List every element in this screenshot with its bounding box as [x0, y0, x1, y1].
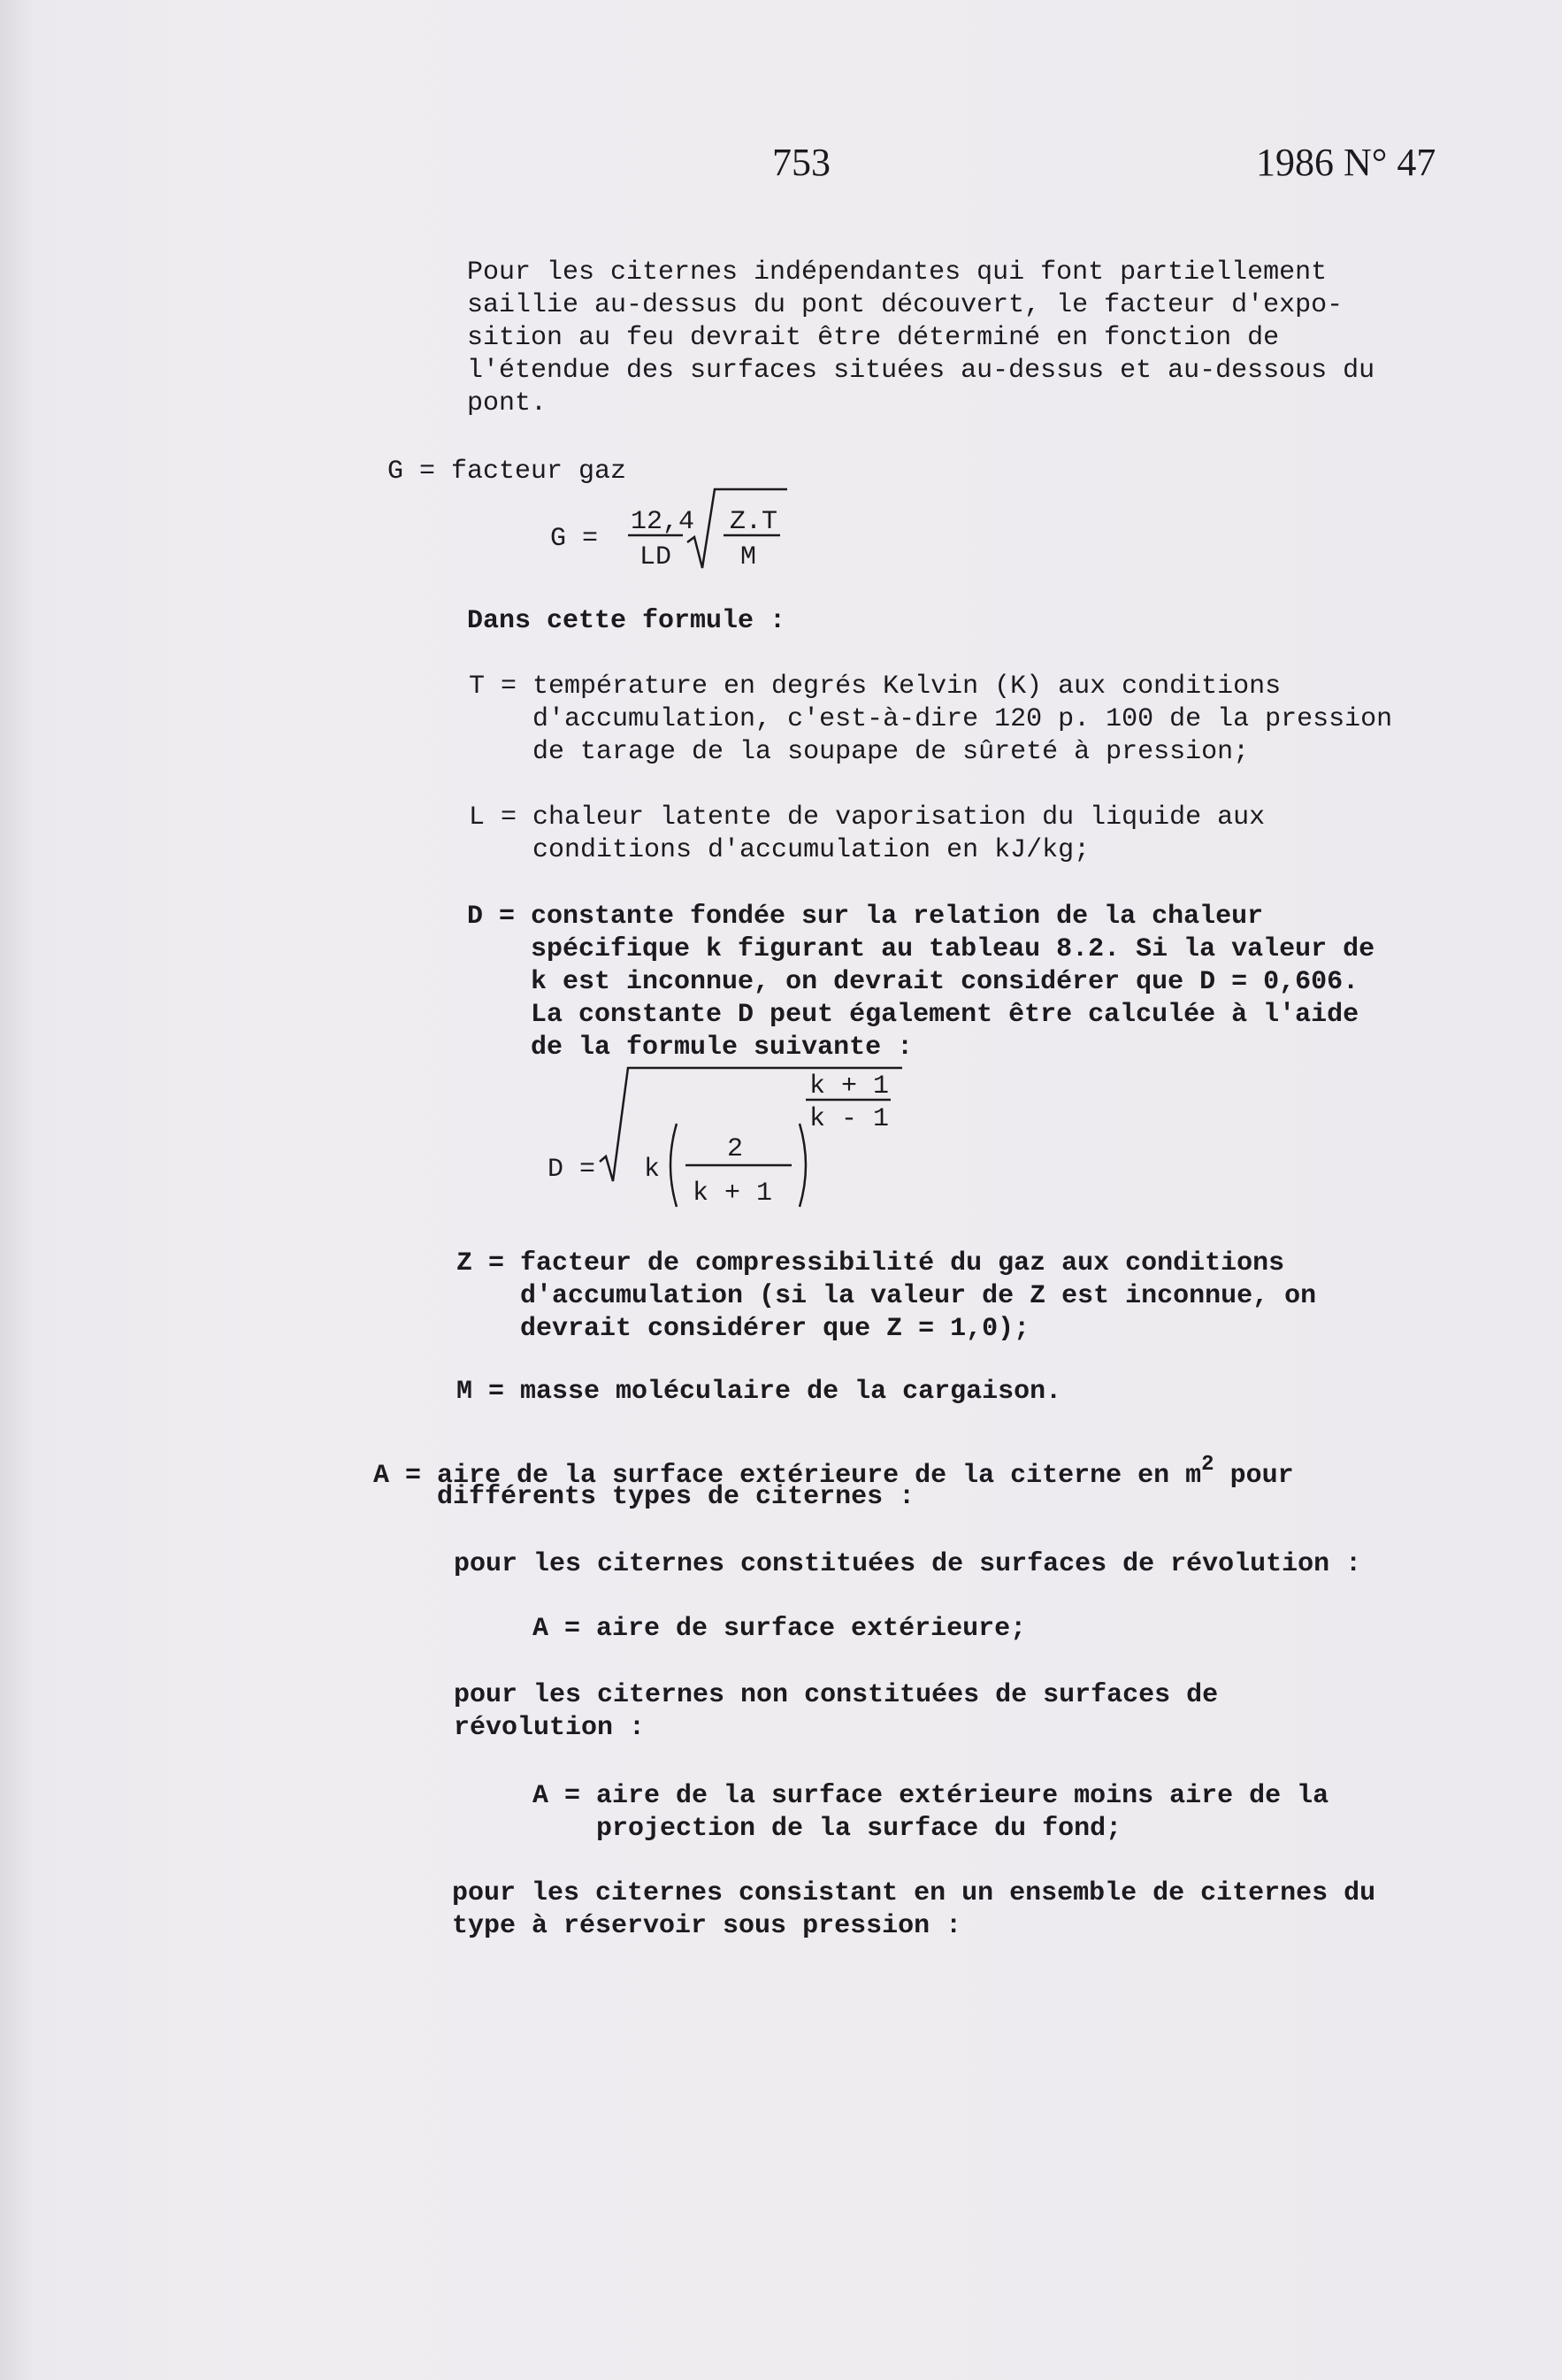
a-definition-line2: différents types de citernes : [437, 1482, 915, 1512]
revolution-area: A = aire de surface extérieure; [532, 1614, 1027, 1644]
non-revolution-area: A = aire de la surface extérieure moins aire de la projection de la surface du fond; [532, 1781, 1329, 1844]
d-exponent-denominator: k - 1 [809, 1104, 890, 1134]
ensemble-intro: pour les citernes consistant en un ensemble de citernes du type à réservoir sous pression : [452, 1878, 1376, 1941]
d-lhs: D = [547, 1155, 596, 1185]
d-k-plus-1: k + 1 [693, 1178, 773, 1209]
d-left-paren [670, 1124, 677, 1207]
z-definition: Z = facteur de compressibilité du gaz aux conditions d'accumulation (si la valeur de Z est inconnue, on devrait considérer que Z = 1,0); [456, 1248, 1317, 1344]
m-definition: M = masse moléculaire de la cargaison. [456, 1377, 1062, 1407]
g-definition: G = facteur gaz [387, 457, 627, 487]
non-revolution-intro: pour les citernes non constituées de surfaces de révolution : [454, 1680, 1219, 1743]
page-number: 753 [772, 141, 831, 184]
g-root-numerator: Z.T [730, 507, 778, 537]
d-two: 2 [727, 1134, 744, 1164]
dans-cette-formule: Dans cette formule : [467, 606, 786, 636]
g-root-denominator: M [740, 542, 757, 572]
g-formula [548, 482, 814, 571]
a-definition-after: pour [1214, 1461, 1294, 1491]
g-numerator: 12,4 [631, 507, 695, 537]
a-definition-text: A = aire de la surface extérieure de la citerne en m [373, 1461, 1202, 1491]
d-definition: D = constante fondée sur la relation de la chaleur spécifique k figurant au tableau 8.2. Si la valeur de k est inconnue, on devrait considérer que D = 0,606. La constante D peut également être calculée à l'aide de la formule suivante : [467, 902, 1375, 1063]
a-superscript: 2 [1201, 1453, 1214, 1477]
l-definition: L = chaleur latente de vaporisation du liquide aux conditions d'accumulation en kJ/kg; [469, 802, 1266, 865]
revolution-intro: pour les citernes constituées de surfaces de révolution : [454, 1549, 1362, 1579]
d-right-paren [800, 1124, 806, 1207]
d-formula [544, 1057, 915, 1221]
t-definition: T = température en degrés Kelvin (K) aux conditions d'accumulation, c'est-à-dire 120 p. 100 de la pression de tarage de la soupape de sûreté à pression; [469, 672, 1393, 767]
d-k: k [644, 1155, 661, 1185]
g-lhs: G = [550, 524, 599, 554]
d-exponent-numerator: k + 1 [809, 1071, 890, 1102]
g-denominator: LD [639, 542, 672, 572]
issue-number: 1986 N° 47 [1256, 141, 1436, 184]
intro-paragraph: Pour les citernes indépendantes qui font partiellement saillie au-dessus du pont découvert, le facteur d'expo- sition au feu devrait être déterminé en fonction de l'étendue des surfaces situées au-dessus et au-dessous du pont. [467, 257, 1375, 418]
